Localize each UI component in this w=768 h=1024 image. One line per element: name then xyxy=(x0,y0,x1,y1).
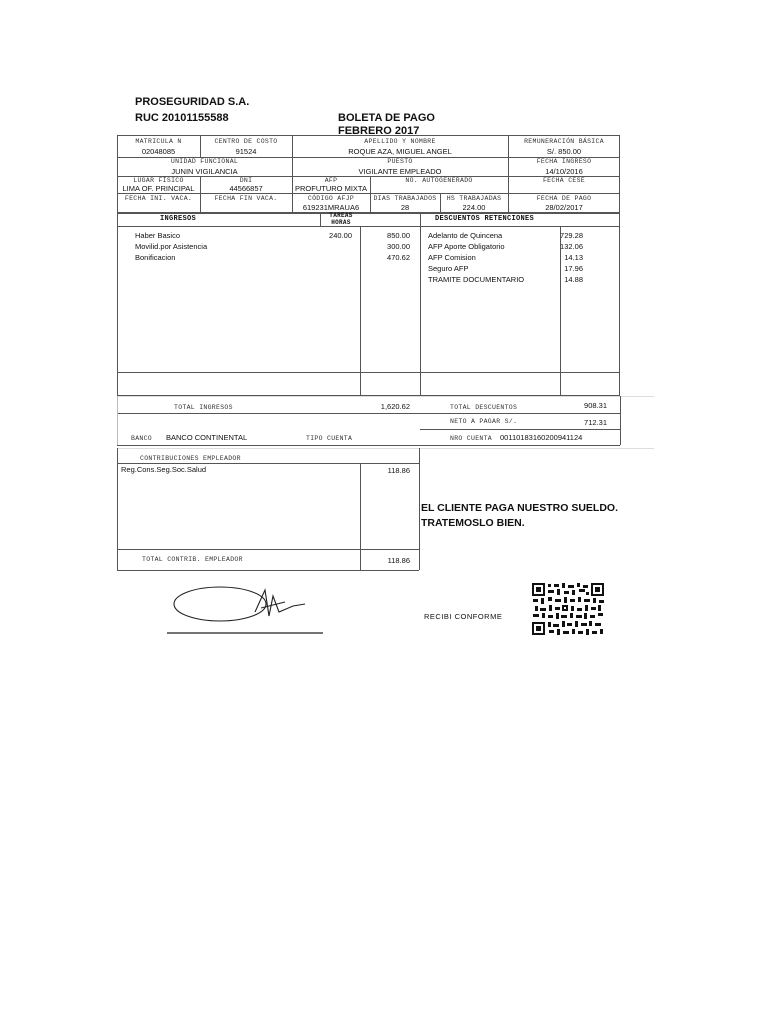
descuento-amount: 14.13 xyxy=(564,253,583,262)
total-contrib-value: 118.86 xyxy=(387,556,410,565)
concepts-table xyxy=(117,213,620,396)
neto-value: 712.31 xyxy=(584,418,607,427)
doc-title: BOLETA DE PAGO xyxy=(338,112,435,124)
value-centro-costo: 91524 xyxy=(235,147,257,156)
total-contrib-label: TOTAL CONTRIB. EMPLEADOR xyxy=(142,556,243,563)
label-fecha-fin-vaca: FECHA FIN VACA. xyxy=(214,195,278,202)
value-dni: 44566857 xyxy=(229,184,263,193)
tipo-cuenta-label: TIPO CUENTA xyxy=(306,435,353,442)
label-centro-costo: CENTRO DE COSTO xyxy=(214,138,278,145)
tareas-header: TAREAS HORAS xyxy=(329,212,353,227)
label-dias-trabajados: DIAS TRABAJADOS xyxy=(373,195,437,202)
descuento-amount: 729.28 xyxy=(560,231,583,240)
value-apellido-nombre: ROQUE AZA, MIGUEL ANGEL xyxy=(348,147,452,156)
ingreso-amount: 300.00 xyxy=(387,242,410,251)
signature xyxy=(165,582,325,637)
ingreso-hours: 240.00 xyxy=(329,231,352,240)
label-autogenerado: NO. AUTOGENERADO xyxy=(405,177,473,184)
company-name: PROSEGURIDAD S.A. xyxy=(135,96,250,108)
contrib-header: CONTRIBUCIONES EMPLEADOR xyxy=(140,455,241,462)
company-ruc: RUC 20101155588 xyxy=(135,112,229,124)
descuento-amount: 17.96 xyxy=(564,264,583,273)
ingreso-label: Haber Basico xyxy=(135,231,181,240)
label-puesto: PUESTO xyxy=(387,158,413,165)
descuento-label: TRAMITE DOCUMENTARIO xyxy=(428,275,525,284)
ingresos-header: INGRESOS xyxy=(160,215,197,223)
value-unidad-funcional: JUNIN VIGILANCIA xyxy=(171,167,238,176)
value-remuneracion: S/. 850.00 xyxy=(546,147,582,156)
label-dni: DNI xyxy=(239,177,253,184)
value-fecha-pago: 28/02/2017 xyxy=(545,203,583,212)
label-remuneracion: REMUNERACIÓN BÁSICA xyxy=(524,138,604,145)
ingreso-amount: 470.62 xyxy=(387,253,410,262)
qr-code-icon xyxy=(531,582,605,636)
ingreso-label: Movilid.por Asistencia xyxy=(135,242,208,251)
descuento-label: AFP Aporte Obligatorio xyxy=(428,242,505,251)
recibi-conforme: RECIBI CONFORME xyxy=(424,612,503,621)
descuento-label: AFP Comision xyxy=(428,253,476,262)
value-dias-trabajados: 28 xyxy=(400,203,410,212)
ingreso-label: Bonificacion xyxy=(135,253,176,262)
value-puesto: VIGILANTE EMPLEADO xyxy=(358,167,442,176)
banco-value: BANCO CONTINENTAL xyxy=(166,433,248,442)
label-fecha-pago: FECHA DE PAGO xyxy=(536,195,592,202)
label-apellido-nombre: APELLIDO Y NOMBRE xyxy=(364,138,436,145)
total-ingresos-value: 1,620.62 xyxy=(380,402,410,411)
contrib-item-label: Reg.Cons.Seg.Soc.Salud xyxy=(121,465,207,474)
contrib-item-value: 118.86 xyxy=(387,466,410,475)
value-matricula: 02048085 xyxy=(141,147,176,156)
descuento-amount: 14.88 xyxy=(564,275,583,284)
doc-period: FEBRERO 2017 xyxy=(338,125,420,137)
label-fecha-ingreso: FECHA INGRESO xyxy=(536,158,592,165)
value-hs-trabajadas: 224.00 xyxy=(462,203,486,212)
ingreso-amount: 850.00 xyxy=(387,231,410,240)
label-fecha-cese: FECHA CESE xyxy=(542,177,585,184)
banco-label: BANCO xyxy=(131,435,153,442)
total-descuentos-value: 908.31 xyxy=(584,401,607,410)
label-codigo-afjp: CÓDIGO AFJP xyxy=(307,195,355,202)
neto-label: NETO A PAGAR S/. xyxy=(450,418,518,425)
total-ingresos-label: TOTAL INGRESOS xyxy=(174,404,233,411)
label-matricula: MATRICULA N xyxy=(135,138,182,145)
value-afp: PROFUTURO MIXTA xyxy=(295,184,367,193)
descuento-amount: 132.06 xyxy=(560,242,583,251)
nro-cuenta-label: NRO CUENTA xyxy=(450,435,493,442)
total-descuentos-label: TOTAL DESCUENTOS xyxy=(450,404,518,411)
slogan-line-1: EL CLIENTE PAGA NUESTRO SUELDO. xyxy=(421,502,618,514)
slogan-line-2: TRATEMOSLO BIEN. xyxy=(421,517,525,529)
descuento-label: Adelanto de Quincena xyxy=(428,231,503,240)
descuentos-header: DESCUENTOS RETENCIONES xyxy=(435,215,535,223)
value-lugar-fisico: LIMA OF. PRINCIPAL xyxy=(122,184,195,193)
value-codigo-afjp: 619231MRAUA6 xyxy=(302,203,360,212)
label-fecha-ini-vaca: FECHA INI. VACA. xyxy=(124,195,193,202)
label-unidad-funcional: UNIDAD FUNCIONAL xyxy=(170,158,239,165)
label-hs-trabajadas: HS TRABAJADAS xyxy=(446,195,502,202)
label-lugar-fisico: LUGAR FÍSICO xyxy=(133,177,184,184)
nro-cuenta-value: 00110183160200941124 xyxy=(500,433,583,442)
value-fecha-ingreso: 14/10/2016 xyxy=(545,167,583,176)
label-afp: AFP xyxy=(324,177,338,184)
descuento-label: Seguro AFP xyxy=(428,264,469,273)
